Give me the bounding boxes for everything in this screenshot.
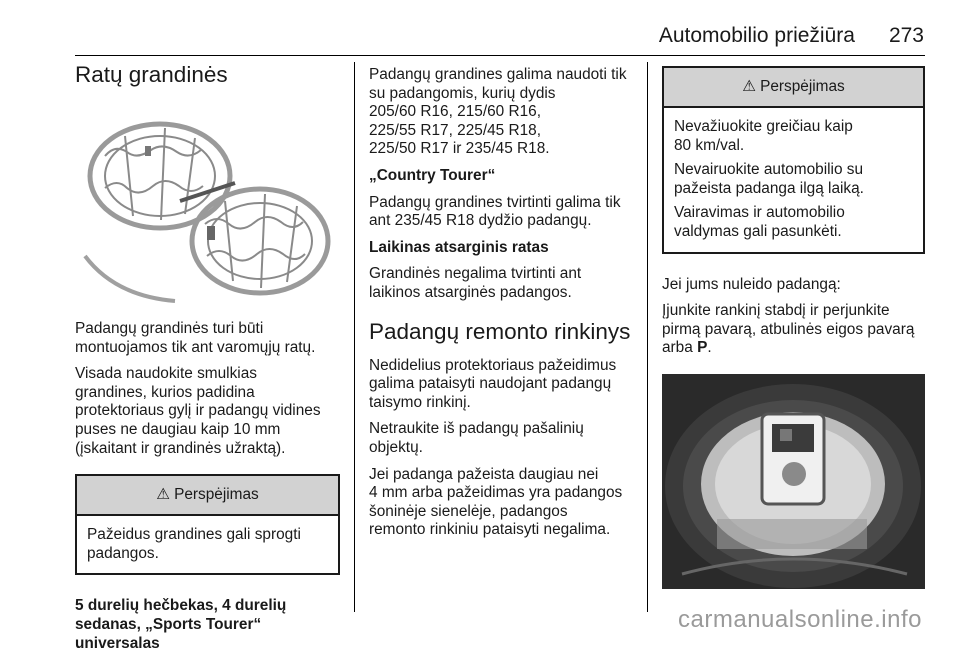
warning-title: Perspėjimas xyxy=(760,77,845,95)
header-rule xyxy=(75,55,925,56)
paragraph-instruction xyxy=(662,302,925,358)
warning-triangle-icon: ⚠ xyxy=(156,485,171,503)
subheading-spare-wheel: Laikinas atsarginis ratas xyxy=(369,238,549,256)
page-number: 273 xyxy=(888,24,924,47)
paragraph: Jei jums nuleido padangą: xyxy=(662,275,841,293)
tire-chain-illustration xyxy=(75,106,340,306)
page-header xyxy=(659,24,924,48)
warning-box xyxy=(75,474,340,575)
subheading-variants: 5 durelių hečbekas, 4 durelių sedanas, „Sports Tourer“ universalas xyxy=(75,597,287,652)
paragraph: Grandinės negalima tvirtinti ant laikinos atsarginės padangos. xyxy=(369,265,582,301)
warning-line: Vairavimas ir automobilio valdymas gali pasunkėti. xyxy=(674,204,845,240)
instruction-end: . xyxy=(707,339,712,357)
tire-repair-kit-photo xyxy=(662,374,925,589)
warning-header xyxy=(664,68,923,108)
paragraph: Visada naudokite smulkias grandines, kurios padidina protektoriaus gylį ir padangų vidines puses ne daugiau kaip 10 mm (įskaitant ir grandinės užraktą). xyxy=(75,365,321,457)
paragraph: Padangų grandines galima naudoti tik su padangomis, kurių dydis 205/60 R16, 215/60 R16, 225/55 R17, 225/45 R18, 225/50 R17 ir 235/45 R18. xyxy=(369,66,627,158)
warning-line: Nevažiuokite greičiau kaip 80 km/val. xyxy=(674,118,853,154)
warning-box xyxy=(662,66,925,254)
paragraph: Nedidelius protektoriaus pažeidimus galima pataisyti naudojant padangų taisymo rinkinį. xyxy=(369,356,617,411)
warning-header xyxy=(77,476,338,516)
warning-body xyxy=(664,108,923,252)
warning-line: Nevairuokite automobilio su pažeista padanga ilgą laiką. xyxy=(674,161,864,197)
section-heading-chains: Ratų grandinės xyxy=(75,62,228,87)
instruction-text: Įjunkite rankinį stabdį ir perjunkite pirmą pavarą, atbulinės eigos pavarą arba xyxy=(662,302,915,357)
section-heading-repair-kit: Padangų remonto rinkinys xyxy=(369,318,631,344)
subheading-country-tourer: „Country Tourer“ xyxy=(369,166,496,184)
section-title: Automobilio priežiūra xyxy=(658,24,855,47)
paragraph: Jei padanga pažeista daugiau nei 4 mm arba pažeidimas yra padangos šoninėje sienelėje, padangos remonto rinkiniu pataisyti negalima. xyxy=(369,465,623,539)
paragraph: Padangų grandines tvirtinti galima tik ant 235/45 R18 dydžio padangų. xyxy=(369,193,621,230)
column-divider xyxy=(647,62,648,612)
warning-title: Perspėjimas xyxy=(174,485,259,503)
column-middle xyxy=(369,66,634,548)
gear-position: P xyxy=(697,339,708,357)
column-divider xyxy=(354,62,355,612)
paragraph: Padangų grandinės turi būti montuojamos tik ant varomųjų ratų. xyxy=(75,320,316,356)
warning-body xyxy=(77,516,338,573)
watermark: carmanualsonline.info xyxy=(678,606,922,633)
warning-text: Pažeidus grandines gali sprogti padangos. xyxy=(87,526,301,562)
paragraph: Netraukite iš padangų pašalinių objektų. xyxy=(369,420,584,456)
column-right xyxy=(662,62,925,589)
warning-triangle-icon: ⚠ xyxy=(742,77,757,95)
column-left xyxy=(75,62,340,661)
